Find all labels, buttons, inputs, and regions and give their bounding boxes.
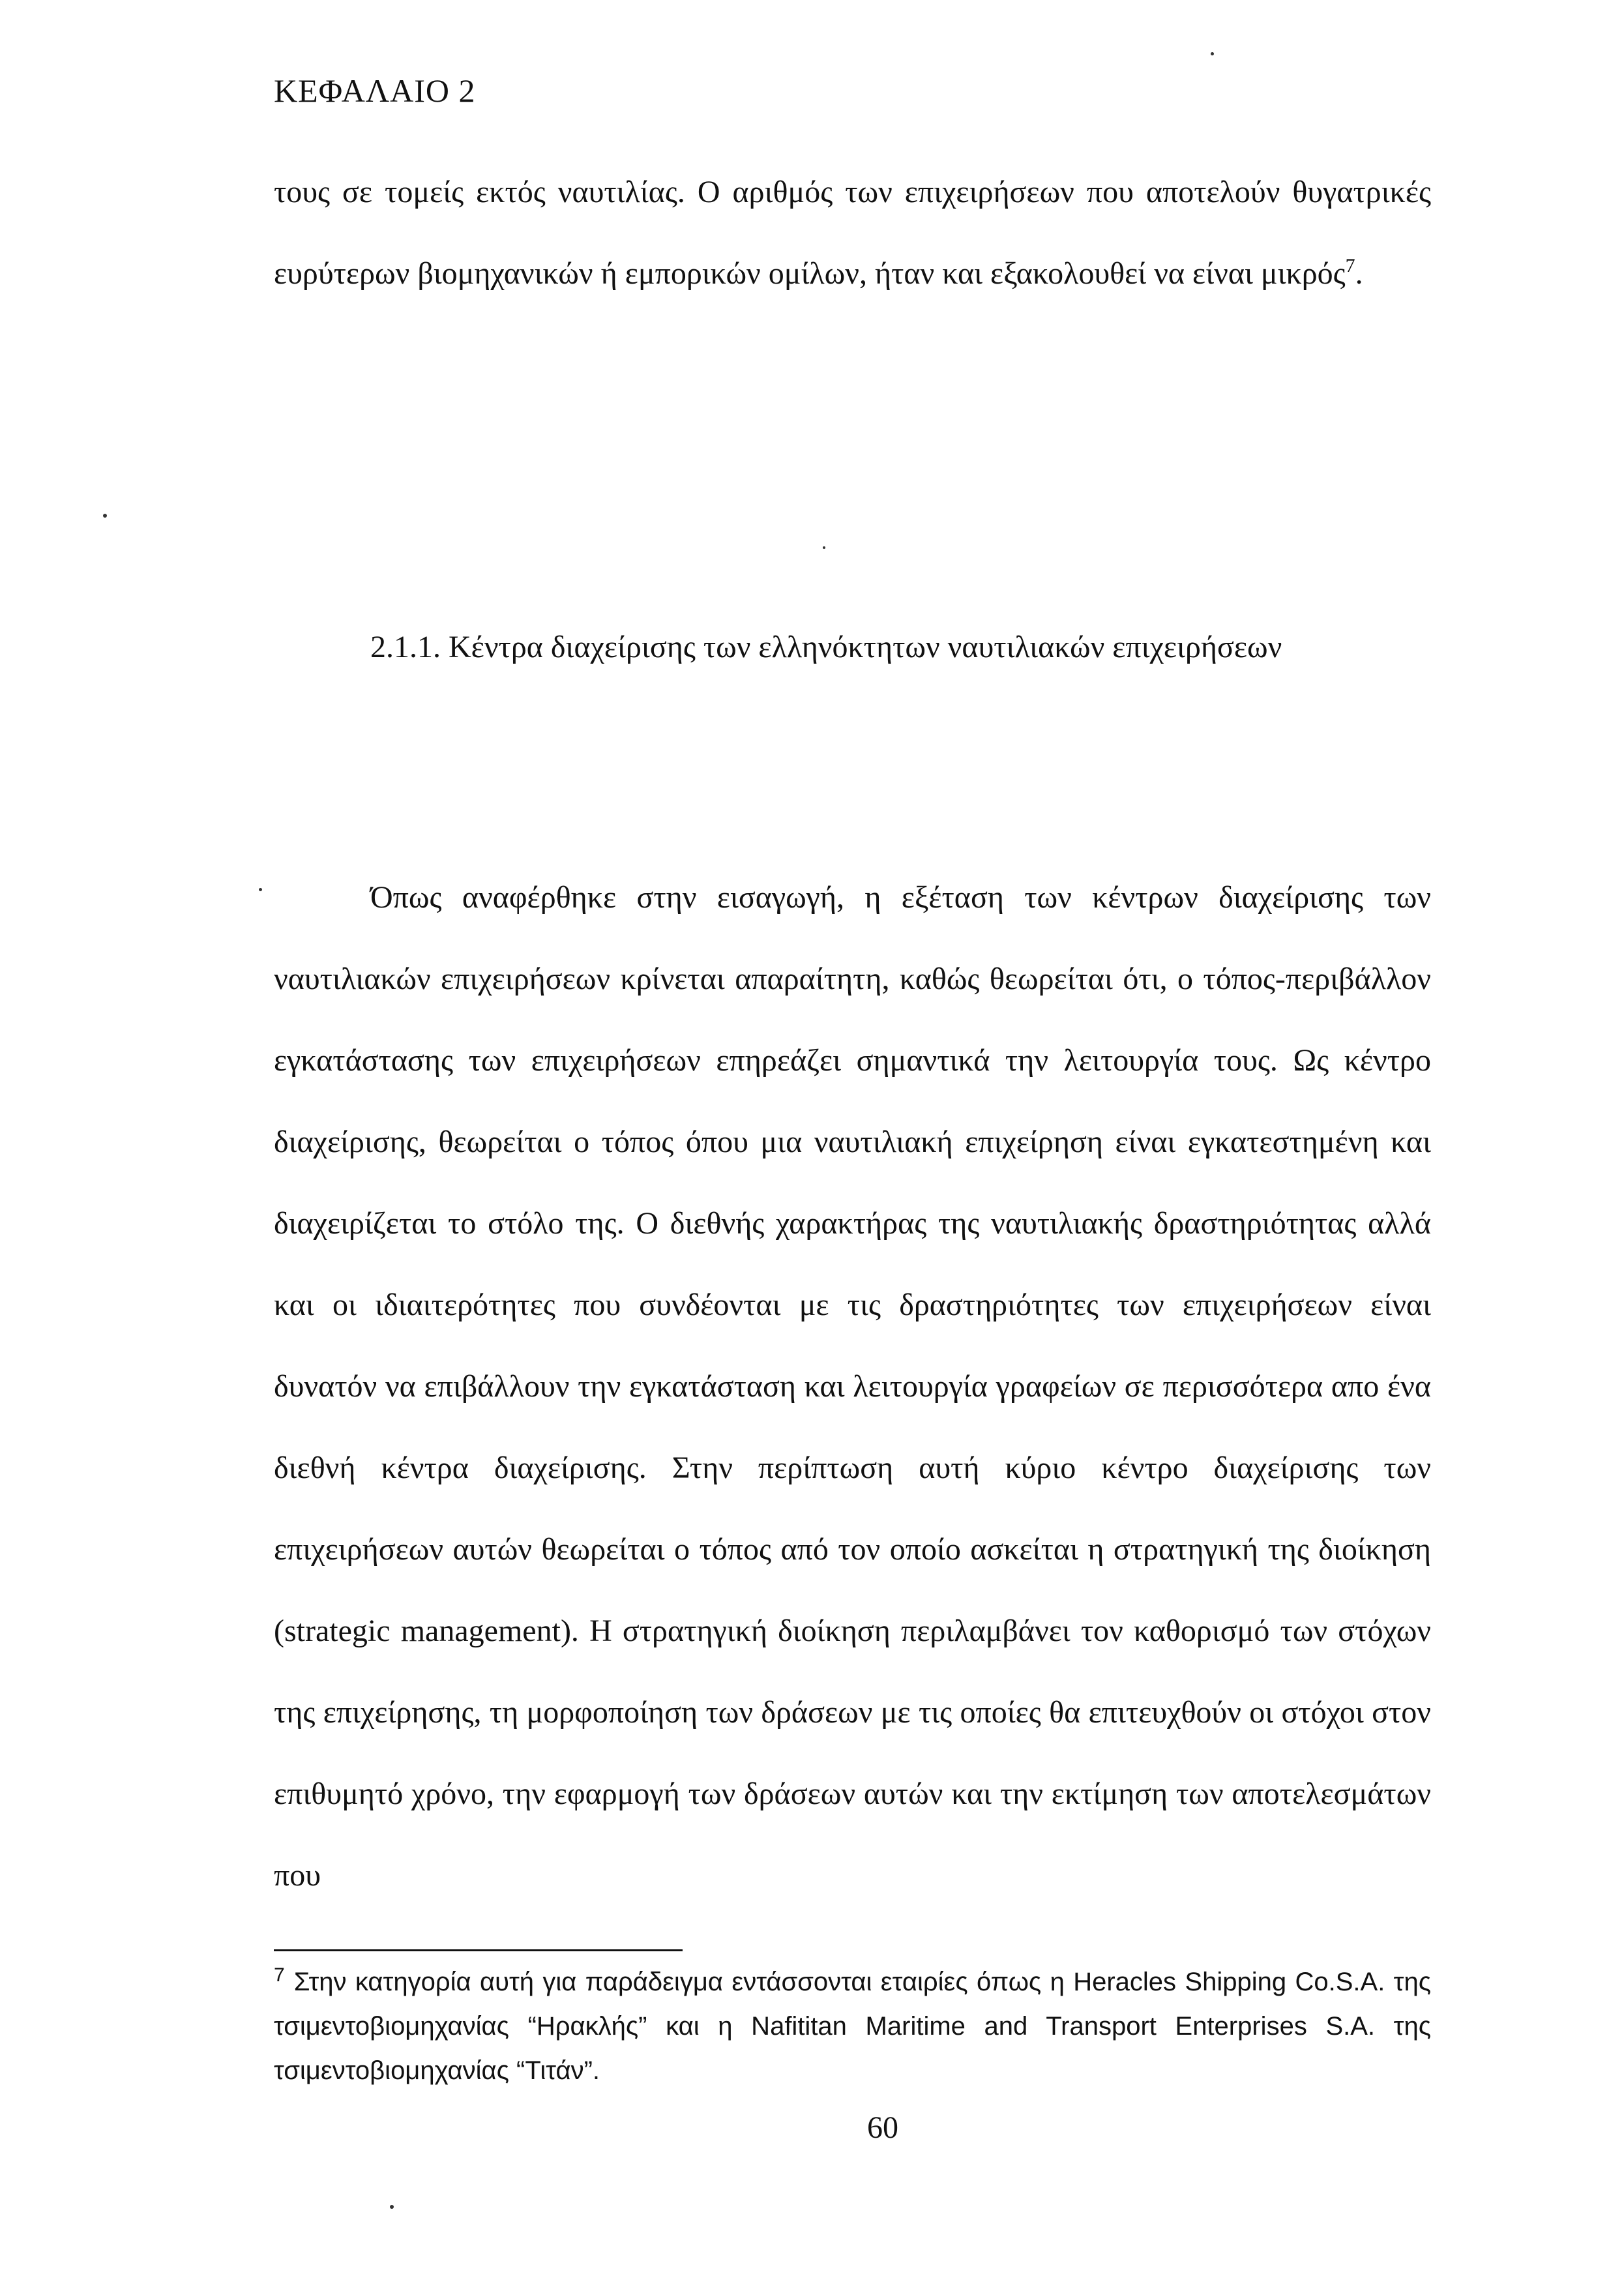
main-paragraph: Όπως αναφέρθηκε στην εισαγωγή, η εξέταση των κέντρων διαχείρισης των ναυτιλιακών επιχειρήσεων κρίνεται απαραίτητη, καθώς θεωρείται ότι, ο τόπος-περιβάλλον εγκατάστασης των επιχειρήσεων επηρεάζει σημαντικά την λειτουργία τους. Ως κέντρο διαχείρισης, θεωρείται ο τόπος όπου μια ναυτιλιακή επιχείρηση είναι εγκατεστημένη και διαχειρίζεται το στόλο της. Ο διεθνής χαρακτήρας της ναυτιλιακής δραστηριότητας αλλά και οι ιδιαιτερότητες που συνδέονται με τις δραστηριότητες των επιχειρήσεων είναι δυνατόν να επιβάλλουν την εγκατάσταση και λειτουργία γραφείων σε περισσότερα απο ένα διεθνή κέντρα διαχείρισης. Στην περίπτωση αυτή κύριο κέντρο διαχείρισης των επιχειρήσεων αυτών θεωρείται ο τόπος από τον οποίο ασκείται η στρατηγική της διοίκηση (strategic management). Η στρατηγική διοίκηση περιλαμβάνει τον καθορισμό των στόχων της επιχείρησης, τη μορφοποίηση των δράσεων με τις οποίες θα επιτευχθούν οι στόχοι στον επιθυμητό χρόνο, την εφαρμογή των δράσεων αυτών και την εκτίμηση των αποτελεσμάτων που	[274, 880, 1431, 1893]
page-number: 60	[867, 2110, 898, 2145]
intro-paragraph	[274, 151, 1431, 314]
intro-paragraph-end: .	[1355, 256, 1363, 291]
section-number: 2.1.1.	[370, 630, 441, 664]
footnote-number: 7	[274, 1964, 285, 1986]
scan-speck	[103, 514, 107, 518]
section-title: Κέντρα διαχείρισης των ελληνόκτητων ναυτιλιακών επιχειρήσεων	[449, 630, 1282, 664]
scan-speck	[390, 2205, 394, 2209]
intro-paragraph-text: τους σε τομείς εκτός ναυτιλίας. Ο αριθμός των επιχειρήσεων που αποτελούν θυγατρικές ευρύτερων βιομηχανικών ή εμπορικών ομίλων, ήταν και εξακολουθεί να είναι μικρός	[274, 175, 1431, 291]
footnote-reference[interactable]: 7	[1345, 255, 1355, 276]
chapter-header: ΚΕΦΑΛΑΙΟ 2	[274, 72, 476, 109]
footnote	[274, 1960, 1431, 2093]
section-heading	[370, 629, 1282, 665]
footnote-text: Στην κατηγορία αυτή για παράδειγμα εντάσσονται εταιρίες όπως η Heracles Shipping Co.S.A. της τσιμεντοβιομηχανίας “Ηρακλής” και η Nafititan Maritime and Transport Enterprises S.A. της τσιμεντοβιομηχανίας “Τιτάν”.	[274, 1968, 1431, 2085]
scan-speck	[259, 888, 262, 891]
scan-speck	[823, 546, 825, 549]
footnote-separator	[274, 1949, 683, 1951]
scan-speck	[1211, 52, 1214, 55]
